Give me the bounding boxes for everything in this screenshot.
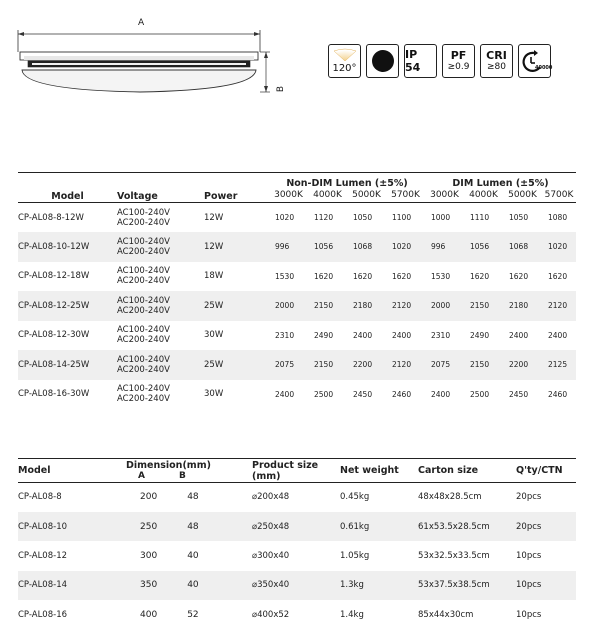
cct-header: 4000K	[464, 189, 503, 203]
model-cell: CP-AL08-10	[18, 521, 68, 532]
table-row	[18, 262, 576, 292]
non-dim-lumen-cell: 2490	[314, 330, 334, 340]
cct-header: 5000K	[503, 189, 542, 203]
dim-lumen-cell: 2400	[548, 330, 568, 340]
dim-lumen-cell: 2450	[509, 389, 529, 399]
carton-size-cell: 53x37.5x38.5cm	[418, 580, 490, 591]
non-dim-lumen-cell: 1068	[353, 242, 373, 252]
beam-angle-icon	[328, 44, 361, 78]
dim-lumen-cell: 2490	[470, 330, 490, 340]
model-cell: CP-AL08-16	[18, 609, 68, 620]
voltage-cell: AC100-240V AC200-240V	[117, 207, 170, 228]
cri-icon	[480, 44, 513, 78]
model-cell: CP-AL08-16-30W	[18, 389, 90, 400]
col-power: Power	[204, 173, 269, 203]
dimension-b-label: B	[276, 85, 287, 93]
qty-cell: 10pcs	[516, 609, 542, 620]
cct-header: 3000K	[269, 189, 308, 203]
dim-lumen-cell: 2120	[548, 301, 568, 311]
dim-lumen-cell: 1530	[431, 271, 451, 281]
non-dim-lumen-cell: 1050	[353, 213, 373, 222]
power-cell: 18W	[204, 271, 224, 282]
col-dim-lumen: DIM Lumen (±5%)	[425, 173, 576, 189]
power-factor-icon	[442, 44, 475, 78]
model-cell: CP-AL08-12-25W	[18, 300, 90, 311]
dim-lumen-cell: 1620	[509, 271, 529, 281]
col-carton-size: Carton size	[418, 459, 516, 483]
dimension-a-label: A	[138, 18, 145, 28]
cct-header: 5700K	[386, 189, 425, 203]
product-size-cell: ⌀300x40	[252, 550, 290, 561]
carton-size-cell: 61x53.5x28.5cm	[418, 521, 490, 532]
table-row	[18, 203, 576, 233]
net-weight-cell: 0.61kg	[340, 521, 370, 532]
voltage-cell: AC100-240V AC200-240V	[117, 354, 170, 375]
dim-lumen-cell: 2000	[431, 301, 451, 311]
dimmable-icon	[366, 44, 399, 78]
cct-header: 5000K	[347, 189, 386, 203]
non-dim-lumen-cell: 1056	[314, 242, 334, 252]
cri-label: CRI	[486, 48, 507, 62]
ip-rating-text: IP 54	[405, 48, 421, 74]
col-product-size: Product size (mm)	[252, 459, 340, 483]
power-cell: 25W	[204, 300, 224, 311]
power-cell: 30W	[204, 330, 224, 341]
col-net-weight: Net weight	[340, 459, 418, 483]
net-weight-cell: 0.45kg	[340, 492, 370, 503]
non-dim-lumen-cell: 2450	[353, 389, 373, 399]
voltage-cell: AC100-240V AC200-240V	[117, 325, 170, 346]
lifetime-icon	[518, 44, 551, 78]
lumen-spec-table	[18, 172, 576, 409]
dim-lumen-cell: 1020	[548, 242, 568, 252]
net-weight-cell: 1.05kg	[340, 550, 370, 561]
model-cell: CP-AL08-14	[18, 580, 68, 591]
dim-lumen-cell: 2150	[470, 301, 490, 311]
dimension-cell: 350 40	[140, 580, 199, 591]
dim-lumen-cell: 1000	[431, 213, 451, 222]
product-dimension-drawing	[10, 12, 287, 112]
voltage-cell: AC100-240V AC200-240V	[117, 266, 170, 287]
voltage-cell: AC100-240V AC200-240V	[117, 384, 170, 405]
dimension-cell: 300 40	[140, 550, 199, 561]
table-row	[18, 380, 576, 410]
pf-label: PF	[450, 48, 467, 62]
dim-lumen-cell: 1050	[509, 213, 529, 222]
voltage-cell: AC100-240V AC200-240V	[117, 236, 170, 257]
col-model: Model	[18, 459, 126, 483]
model-cell: CP-AL08-12-30W	[18, 330, 90, 341]
power-cell: 30W	[204, 389, 224, 400]
pf-value: ≥0.9	[447, 61, 470, 72]
non-dim-lumen-cell: 2120	[392, 360, 412, 370]
ip-rating-icon	[404, 44, 437, 78]
power-cell: 25W	[204, 359, 224, 370]
dim-lumen-cell: 1068	[509, 242, 529, 252]
cct-header: 5700K	[542, 189, 576, 203]
col-a: A	[138, 471, 145, 481]
non-dim-lumen-cell: 2400	[275, 389, 295, 399]
table-row	[18, 600, 576, 629]
voltage-cell: AC100-240V AC200-240V	[117, 295, 170, 316]
non-dim-lumen-cell: 1620	[392, 271, 412, 281]
non-dim-lumen-cell: 2400	[392, 330, 412, 340]
model-cell: CP-AL08-10-12W	[18, 241, 90, 252]
model-cell: CP-AL08-14-25W	[18, 359, 90, 370]
net-weight-cell: 1.4kg	[340, 609, 364, 620]
table-row	[18, 512, 576, 541]
dim-lumen-cell: 2125	[548, 360, 568, 370]
dim-lumen-cell: 1620	[548, 271, 568, 281]
qty-cell: 10pcs	[516, 580, 542, 591]
col-b: B	[178, 471, 186, 481]
non-dim-lumen-cell: 2150	[314, 301, 334, 311]
dim-lumen-cell: 1110	[470, 213, 490, 222]
power-cell: 12W	[204, 241, 224, 252]
beam-angle-value: 120°	[332, 62, 357, 74]
dim-lumen-cell: 2460	[548, 389, 568, 399]
table-row	[18, 291, 576, 321]
table-row	[18, 483, 576, 512]
non-dim-lumen-cell: 1020	[275, 213, 295, 222]
feature-icons	[328, 44, 551, 78]
model-cell: CP-AL08-12	[18, 550, 68, 561]
dim-lumen-cell: 2200	[509, 360, 529, 370]
col-qty-ctn: Q'ty/CTN	[516, 459, 576, 483]
model-cell: CP-AL08-8-12W	[18, 212, 84, 223]
col-dimension: Dimension(mm) A B	[126, 459, 252, 483]
dimension-table	[18, 458, 576, 629]
non-dim-lumen-cell: 2310	[275, 330, 295, 340]
dim-lumen-cell: 996	[431, 242, 446, 252]
non-dim-lumen-cell: 2150	[314, 360, 334, 370]
dim-lumen-cell: 1620	[470, 271, 490, 281]
non-dim-lumen-cell: 2120	[392, 301, 412, 311]
non-dim-lumen-cell: 1120	[314, 213, 334, 222]
qty-cell: 20pcs	[516, 521, 542, 532]
col-model: Model	[18, 173, 117, 203]
model-cell: CP-AL08-8	[18, 492, 62, 503]
dim-lumen-cell: 2500	[470, 389, 490, 399]
non-dim-lumen-cell: 1100	[392, 213, 412, 222]
non-dim-lumen-cell: 1530	[275, 271, 295, 281]
cct-header: 3000K	[425, 189, 464, 203]
product-size-cell: ⌀400x52	[252, 609, 290, 620]
table-row	[18, 541, 576, 570]
product-size-cell: ⌀250x48	[252, 521, 290, 532]
dim-lumen-cell: 2180	[509, 301, 529, 311]
non-dim-lumen-cell: 1620	[353, 271, 373, 281]
dim-lumen-cell: 2075	[431, 360, 451, 370]
qty-cell: 20pcs	[516, 492, 542, 503]
non-dim-lumen-cell: 2500	[314, 389, 334, 399]
dimension-cell: 200 48	[140, 492, 199, 503]
ceiling-light-side-view	[10, 12, 280, 112]
dim-lumen-cell: 1080	[548, 213, 568, 222]
table-row	[18, 232, 576, 262]
dimension-cell: 250 48	[140, 521, 199, 532]
dim-lumen-cell: 1056	[470, 242, 490, 252]
model-cell: CP-AL08-12-18W	[18, 271, 90, 282]
dimension-cell: 400 52	[140, 609, 199, 620]
table-row	[18, 321, 576, 351]
carton-size-cell: 53x32.5x33.5cm	[418, 550, 490, 561]
non-dim-lumen-cell: 2460	[392, 389, 412, 399]
non-dim-lumen-cell: 2075	[275, 360, 295, 370]
product-size-cell: ⌀350x40	[252, 580, 290, 591]
non-dim-lumen-cell: 1020	[392, 242, 412, 252]
lifetime-hours: 40000	[534, 65, 552, 71]
dim-lumen-cell: 2150	[470, 360, 490, 370]
product-size-cell: ⌀200x48	[252, 492, 290, 503]
cri-value: ≥80	[487, 61, 506, 72]
table-row	[18, 571, 576, 600]
non-dim-lumen-cell: 1620	[314, 271, 334, 281]
qty-cell: 10pcs	[516, 550, 542, 561]
non-dim-lumen-cell: 2180	[353, 301, 373, 311]
table-row	[18, 350, 576, 380]
net-weight-cell: 1.3kg	[340, 580, 364, 591]
col-voltage: Voltage	[117, 173, 204, 203]
dim-lumen-cell: 2400	[509, 330, 529, 340]
non-dim-lumen-cell: 2000	[275, 301, 295, 311]
non-dim-lumen-cell: 2400	[353, 330, 373, 340]
non-dim-lumen-cell: 2200	[353, 360, 373, 370]
col-non-dim-lumen: Non-DIM Lumen (±5%)	[269, 173, 425, 189]
power-cell: 12W	[204, 212, 224, 223]
dim-lumen-cell: 2400	[431, 389, 451, 399]
cct-header: 4000K	[308, 189, 347, 203]
dim-lumen-cell: 2310	[431, 330, 451, 340]
carton-size-cell: 85x44x30cm	[418, 609, 474, 620]
non-dim-lumen-cell: 996	[275, 242, 290, 252]
carton-size-cell: 48x48x28.5cm	[418, 492, 482, 503]
